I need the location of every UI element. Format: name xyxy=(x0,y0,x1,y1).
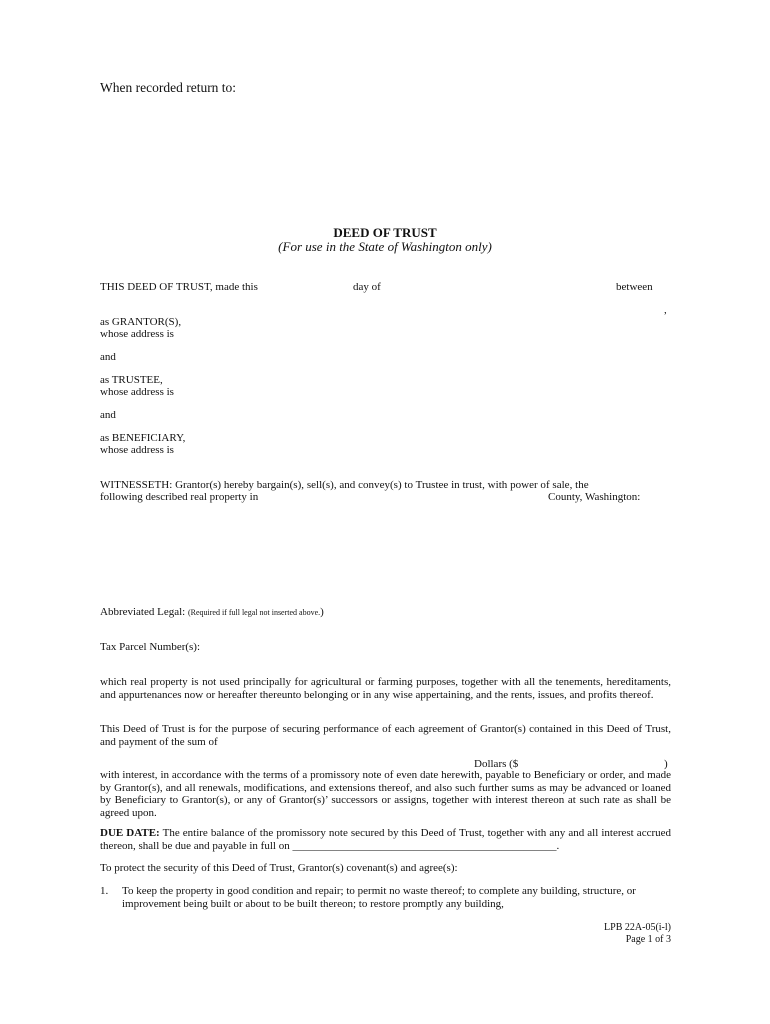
document-title: DEED OF TRUST xyxy=(333,225,437,240)
and-label-1: and xyxy=(100,351,116,363)
dollars-close: ) xyxy=(664,758,668,770)
abbreviated-legal xyxy=(100,606,324,619)
beneficiary-address-label: whose address is xyxy=(100,444,174,456)
due-date-text: The entire balance of the promissory note secured by this Deed of Trust, together with any and all interest accrued thereon, shall be due and payable in full on ________________________________________________. xyxy=(100,827,671,852)
list-item-text: To keep the property in good condition and repair; to permit no waste thereof; to complete any building, structure, or improvement being built or about to be built thereon; to restore promptly any building, xyxy=(122,885,636,910)
due-date-label: DUE DATE: xyxy=(100,827,160,839)
and-label-2: and xyxy=(100,409,116,421)
abbreviated-legal-label: Abbreviated Legal: xyxy=(100,606,186,618)
purpose-paragraph: This Deed of Trust is for the purpose of securing performance of each agreement of Grantor(s) contained in this Deed of Trust, and payment of the sum of xyxy=(100,723,671,748)
between-label: between xyxy=(616,281,653,293)
recorded-return-label: When recorded return to: xyxy=(100,80,237,95)
abbreviated-legal-note: (Required if full legal not inserted above. xyxy=(187,608,321,617)
dollars-label: Dollars ($ xyxy=(474,758,519,770)
trustee-address-label: whose address is xyxy=(100,386,174,398)
property-paragraph: which real property is not used principally for agricultural or farming purposes, together with all the tenements, hereditaments, and appurtenances now or hereafter thereunto belonging or in any wise appertaining, and the rents, issues, and profits thereof. xyxy=(100,676,671,701)
comma-mark: , xyxy=(664,304,667,316)
protect-paragraph: To protect the security of this Deed of Trust, Grantor(s) covenant(s) and agree(s): xyxy=(100,862,458,874)
county-washington-label: County, Washington: xyxy=(548,491,641,503)
form-id: LPB 22A-05(i-l) xyxy=(604,922,671,933)
due-date-paragraph xyxy=(100,827,671,852)
witnesseth-line-2: following described real property in xyxy=(100,491,259,503)
tax-parcel-label: Tax Parcel Number(s): xyxy=(100,641,201,653)
list-item-number: 1. xyxy=(100,885,109,897)
made-this-label: THIS DEED OF TRUST, made this xyxy=(100,281,258,293)
grantor-address-label: whose address is xyxy=(100,328,174,340)
document-subtitle: (For use in the State of Washington only) xyxy=(278,239,492,254)
page-number: Page 1 of 3 xyxy=(625,934,671,945)
trustee-label: as TRUSTEE, xyxy=(100,374,163,386)
interest-paragraph: with interest, in accordance with the terms of a promissory note of even date herewith, payable to Beneficiary or order, and made by Grantor(s), and all renewals, modifications, and extensions thereof, and also such further sums as may be advanced or loaned by Beneficiary to Grantor(s), or any of Grantor(s)’ successors or assigns, together with interest thereon at such rate as shall be agreed upon. xyxy=(100,769,671,819)
abbreviated-legal-close: ) xyxy=(320,606,324,618)
witnesseth-line-1: WITNESSETH: Grantor(s) hereby bargain(s), sell(s), and convey(s) to Trustee in trust, with power of sale, the xyxy=(100,479,589,491)
grantor-label: as GRANTOR(S), xyxy=(100,316,182,328)
day-of-label: day of xyxy=(353,281,381,293)
beneficiary-label: as BENEFICIARY, xyxy=(100,432,186,444)
